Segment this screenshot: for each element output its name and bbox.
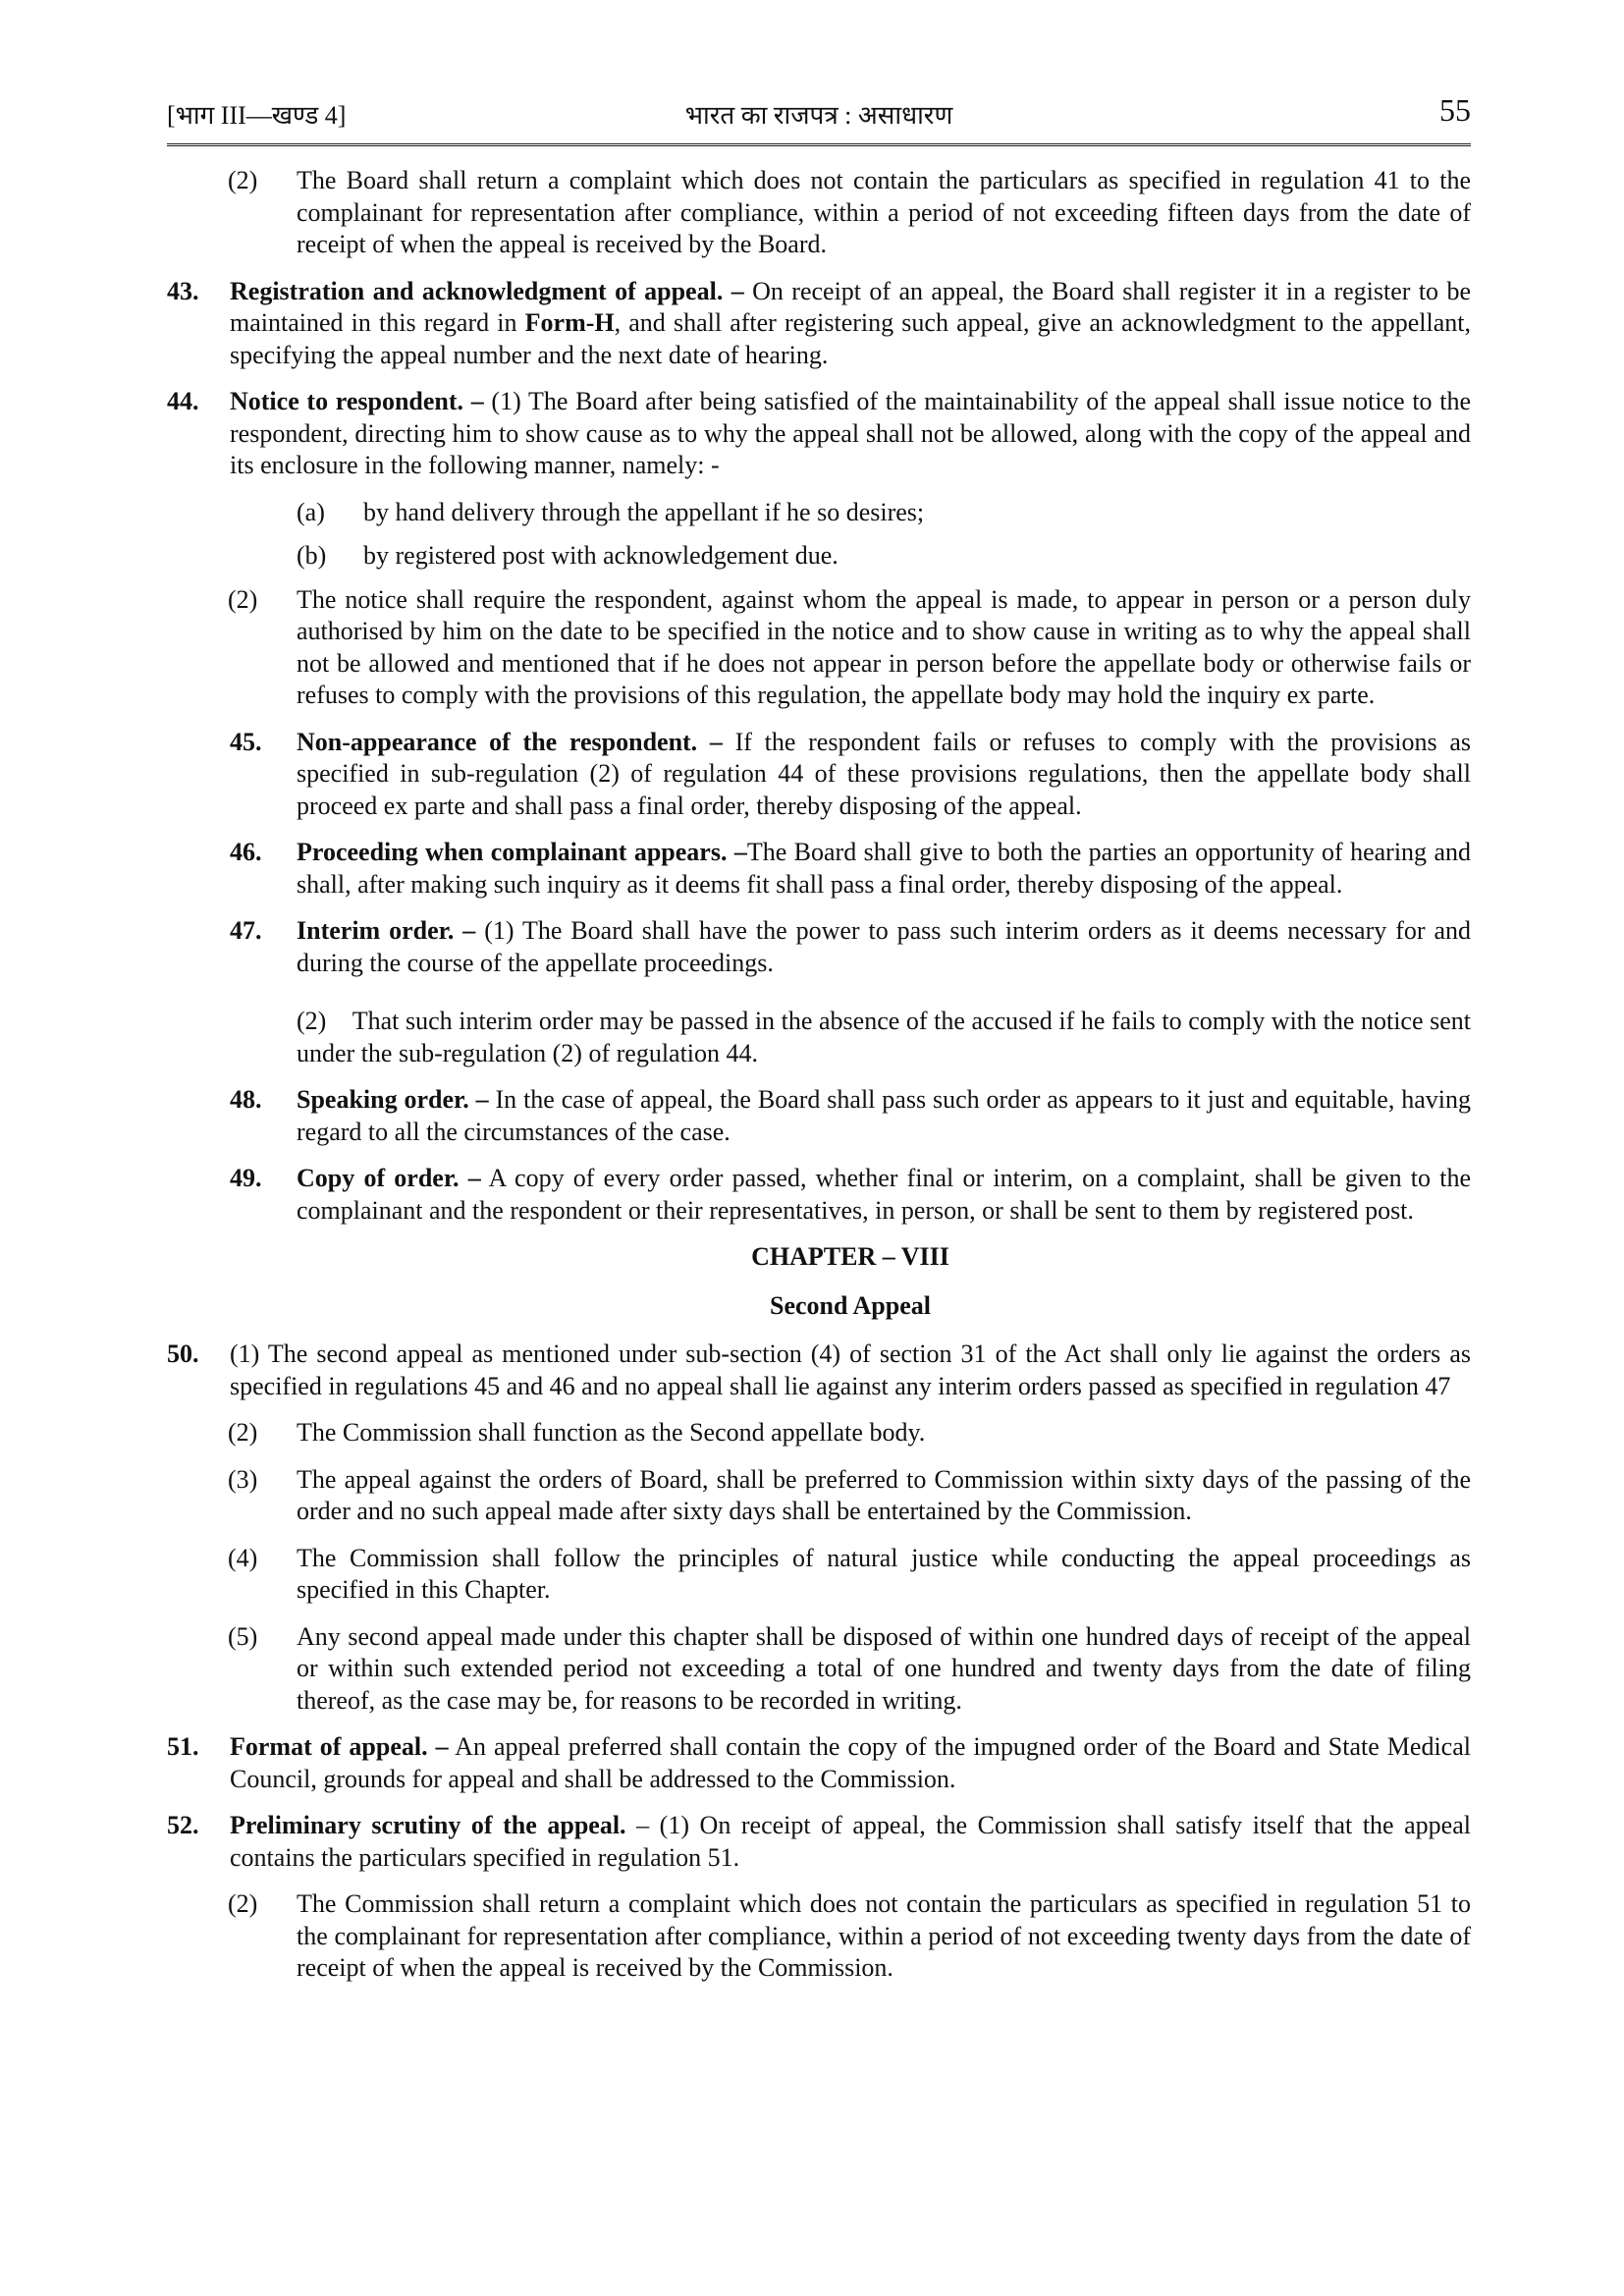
regulation-47-sub-2 bbox=[167, 1006, 1471, 1069]
chapter-subheading: Second Appeal bbox=[770, 1290, 931, 1320]
regulation-number: 44. bbox=[167, 387, 199, 415]
regulation-46 bbox=[167, 837, 1471, 901]
regulation-text: In the case of appeal, the Board shall pass such order as appears to it just and equitable, having regard to all the circumstances of the case. bbox=[297, 1085, 1472, 1146]
regulation-text: An appeal preferred shall contain the copy of the impugned order of the Board and State Medical Council, grounds for appeal and shall be addressed to the Commission. bbox=[230, 1732, 1471, 1793]
regulation-52 bbox=[167, 1810, 1471, 1874]
regulation-text-cont: , and shall after registering such appeal, give an acknowledgment to the appellant, specifying the appeal number and the next date of hearing. bbox=[230, 308, 1471, 369]
sub-text: The notice shall require the respondent, against whom the appeal is made, to appear in person or a person duly authorised by him on the date to be specified in the notice and to show cause in writing as to why the appeal shall not be allowed and mentioned that if he does not appear in person before the appellate body or otherwise fails or refuses to comply with the provisions of this regulation, the appellate body may hold the inquiry ex parte. bbox=[297, 584, 1471, 709]
regulation-number: 49. bbox=[230, 1164, 262, 1192]
regulation-50-sub-4 bbox=[167, 1543, 1471, 1607]
regulation-50-sub-3 bbox=[167, 1464, 1471, 1528]
sub-text: The Commission shall function as the Second appellate body. bbox=[297, 1418, 926, 1447]
sub-text: The Board shall return a complaint which does not contain the particulars as specified in regulation 41 to the complainant for representation after compliance, within a period of not exceeding fifteen days from the date of receipt of when the appeal is received by the Board. bbox=[297, 166, 1471, 258]
regulation-43 bbox=[167, 276, 1471, 372]
regulation-number: 45. bbox=[230, 727, 262, 756]
sub-number: (2) bbox=[228, 584, 258, 614]
spacer bbox=[167, 994, 1471, 1006]
page-body bbox=[167, 165, 1471, 1999]
sub-number: (2) bbox=[228, 1418, 258, 1447]
regulation-51 bbox=[167, 1731, 1471, 1795]
regulation-title: Format of appeal. – bbox=[230, 1732, 449, 1761]
regulation-title: Speaking order. – bbox=[297, 1085, 489, 1114]
regulation-title: Proceeding when complainant appears. – bbox=[297, 838, 747, 866]
regulation-text: The Board shall give to both the parties an opportunity of hearing and shall, after making such inquiry as it deems fit shall pass a final order, thereby disposing of the appeal. bbox=[297, 838, 1471, 899]
sub-number: (2) bbox=[228, 166, 258, 194]
regulation-47 bbox=[167, 915, 1471, 979]
regulation-44-sub-2 bbox=[167, 584, 1471, 712]
regulation-52-sub-2 bbox=[167, 1888, 1471, 1985]
regulation-number: 43. bbox=[167, 276, 199, 305]
regulation-number: 46. bbox=[230, 838, 262, 866]
regulation-number: 52. bbox=[167, 1811, 199, 1839]
item-marker: (b) bbox=[297, 541, 327, 570]
header-gazette-title: भारत का राजपत्र : असाधारण bbox=[684, 101, 953, 130]
regulation-text: If the respondent fails or refuses to comply with the provisions as specified in sub-regulation (2) of regulation 44 of these provisions regulations, then the appellate body shall proceed ex parte and shall pass a final order, thereby disposing of the appeal. bbox=[297, 727, 1471, 820]
regulation-44 bbox=[167, 386, 1471, 482]
sub-text bbox=[297, 1007, 1471, 1067]
regulation-49 bbox=[167, 1163, 1471, 1227]
regulation-text: – (1) On receipt of appeal, the Commission shall satisfy itself that the appeal contains the particulars specified in regulation 51. bbox=[230, 1811, 1471, 1872]
regulation-text: (1) The Board after being satisfied of the maintainability of the appeal shall issue notice to the respondent, directing him to show cause as to why the appeal shall not be allowed, along with the copy of the appeal and its enclosure in the following manner, namely: - bbox=[230, 387, 1471, 479]
regulation-48 bbox=[167, 1084, 1471, 1148]
regulation-50-sub-5 bbox=[167, 1621, 1471, 1718]
page-number: 55 bbox=[1439, 92, 1471, 128]
regulation-50 bbox=[167, 1339, 1471, 1402]
regulation-title: Copy of order. – bbox=[297, 1164, 481, 1192]
page-header bbox=[167, 92, 1471, 146]
regulation-title: Registration and acknowledgment of appeal. – bbox=[230, 276, 744, 305]
sub-text: Any second appeal made under this chapter shall be disposed of within one hundred days of receipt of the appeal or within such extended period not exceeding a total of one hundred and twenty days from the date of filing thereof, as the case may be, for reasons to be recorded in writing. bbox=[297, 1621, 1471, 1715]
item-text: by hand delivery through the appellant if he so desires; bbox=[363, 497, 925, 526]
regulation-number: 47. bbox=[230, 916, 262, 945]
regulation-title: Notice to respondent. – bbox=[230, 387, 484, 415]
regulation-44-item-b bbox=[167, 540, 1471, 573]
sub-number: (2) bbox=[228, 1889, 258, 1918]
sub-number: (2) bbox=[297, 1007, 327, 1035]
header-part-label: [भाग III—खण्ड 4] bbox=[167, 101, 347, 130]
regulation-title: Non-appearance of the respondent. – bbox=[297, 727, 723, 756]
regulation-number: 48. bbox=[230, 1085, 262, 1114]
item-text: by registered post with acknowledgement due. bbox=[363, 541, 839, 570]
chapter-heading: CHAPTER – VIII bbox=[751, 1242, 949, 1271]
regulation-text: (1) The second appeal as mentioned under sub-section (4) of section 31 of the Act shall only lie against the orders as specified in regulations 45 and 46 and no appeal shall lie against any interim orders passed as specified in regulation 47 bbox=[230, 1339, 1471, 1400]
regulation-42-sub-2 bbox=[167, 165, 1471, 261]
form-reference: Form-H bbox=[524, 308, 615, 337]
regulation-text: (1) The Board shall have the power to pass such interim orders as it deems necessary for and during the course of the appellate proceedings. bbox=[297, 916, 1471, 977]
regulation-text: A copy of every order passed, whether final or interim, on a complaint, shall be given to the complainant and the respondent or their representatives, in person, or shall be sent to them by registered post. bbox=[297, 1164, 1472, 1225]
sub-number: (5) bbox=[228, 1621, 258, 1651]
regulation-45 bbox=[167, 727, 1471, 823]
item-marker: (a) bbox=[297, 497, 325, 526]
sub-text: The Commission shall return a complaint which does not contain the particulars as specified in regulation 51 to the complainant for representation after compliance, within a period of not exceeding twenty days from the date of receipt of when the appeal is received by the Commission. bbox=[297, 1889, 1471, 1982]
sub-body: That such interim order may be passed in the absence of the accused if he fails to comply with the notice sent under the sub-regulation (2) of regulation 44. bbox=[297, 1007, 1471, 1067]
regulation-title: Preliminary scrutiny of the appeal. bbox=[230, 1811, 626, 1839]
regulation-number: 50. bbox=[167, 1339, 199, 1368]
regulation-text: On receipt of an appeal, the Board shall register it in a register to be maintained in this regard in bbox=[230, 276, 1471, 337]
sub-number: (3) bbox=[228, 1464, 258, 1494]
regulation-50-sub-2 bbox=[167, 1417, 1471, 1449]
sub-number: (4) bbox=[228, 1543, 258, 1572]
sub-text: The appeal against the orders of Board, shall be preferred to Commission within sixty days of the passing of the order and no such appeal made after sixty days shall be entertained by the Commission. bbox=[297, 1464, 1471, 1525]
regulation-44-item-a bbox=[167, 497, 1471, 529]
regulation-number: 51. bbox=[167, 1732, 199, 1761]
sub-text: The Commission shall follow the principles of natural justice while conducting the appeal proceedings as specified in this Chapter. bbox=[297, 1543, 1471, 1604]
regulation-title: Interim order. – bbox=[297, 916, 476, 945]
